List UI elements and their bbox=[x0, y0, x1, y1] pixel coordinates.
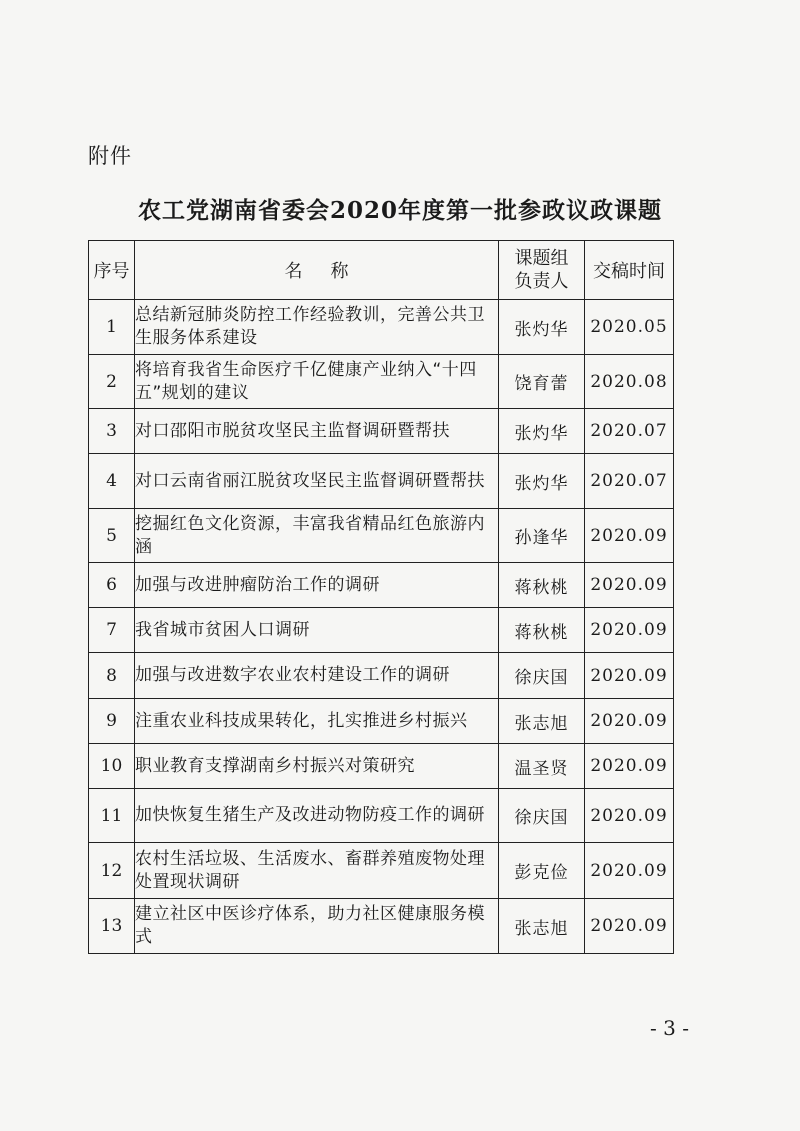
row-date: 2020.09 bbox=[585, 699, 674, 744]
table-row bbox=[89, 409, 674, 454]
row-date: 2020.09 bbox=[585, 899, 674, 954]
row-seq: 7 bbox=[89, 608, 135, 653]
row-seq: 5 bbox=[89, 509, 135, 563]
row-date: 2020.09 bbox=[585, 843, 674, 899]
header-date: 交稿时间 bbox=[585, 241, 674, 300]
header-seq: 序号 bbox=[89, 241, 135, 300]
table-row bbox=[89, 355, 674, 409]
topics-table bbox=[88, 240, 674, 954]
row-name: 加强与改进肿瘤防治工作的调研 bbox=[135, 563, 499, 608]
table-row bbox=[89, 699, 674, 744]
row-name: 建立社区中医诊疗体系，助力社区健康服务模式 bbox=[135, 899, 499, 954]
row-owner: 张志旭 bbox=[499, 899, 585, 954]
row-name: 将培育我省生命医疗千亿健康产业纳入“十四五”规划的建议 bbox=[135, 355, 499, 409]
row-owner: 温圣贤 bbox=[499, 744, 585, 789]
row-seq: 4 bbox=[89, 454, 135, 509]
row-name: 对口邵阳市脱贫攻坚民主监督调研暨帮扶 bbox=[135, 409, 499, 454]
row-name: 总结新冠肺炎防控工作经验教训，完善公共卫生服务体系建设 bbox=[135, 300, 499, 355]
attachment-label: 附件 bbox=[88, 144, 132, 168]
row-name: 我省城市贫困人口调研 bbox=[135, 608, 499, 653]
row-name: 注重农业科技成果转化，扎实推进乡村振兴 bbox=[135, 699, 499, 744]
row-seq: 12 bbox=[89, 843, 135, 899]
row-seq: 6 bbox=[89, 563, 135, 608]
page-number: - 3 - bbox=[650, 1016, 689, 1040]
row-owner: 张灼华 bbox=[499, 300, 585, 355]
table-row bbox=[89, 899, 674, 954]
document-title: 农工党湖南省委会2020年度第一批参政议政课题 bbox=[137, 197, 662, 224]
row-date: 2020.09 bbox=[585, 744, 674, 789]
header-owner bbox=[499, 241, 585, 300]
table-row bbox=[89, 300, 674, 355]
row-date: 2020.09 bbox=[585, 509, 674, 563]
row-seq: 11 bbox=[89, 789, 135, 843]
table-row bbox=[89, 563, 674, 608]
row-owner: 孙逢华 bbox=[499, 509, 585, 563]
table-row bbox=[89, 789, 674, 843]
row-date: 2020.09 bbox=[585, 653, 674, 699]
row-owner: 张灼华 bbox=[499, 454, 585, 509]
row-date: 2020.07 bbox=[585, 409, 674, 454]
header-owner-line2: 负责人 bbox=[514, 271, 569, 292]
row-seq: 2 bbox=[89, 355, 135, 409]
row-owner: 蒋秋桃 bbox=[499, 608, 585, 653]
table-row bbox=[89, 744, 674, 789]
table-row bbox=[89, 608, 674, 653]
row-owner: 彭克俭 bbox=[499, 843, 585, 899]
row-name: 加强与改进数字农业农村建设工作的调研 bbox=[135, 653, 499, 699]
header-name: 名称 bbox=[135, 241, 499, 300]
row-name: 挖掘红色文化资源，丰富我省精品红色旅游内涵 bbox=[135, 509, 499, 563]
header-owner-line1: 课题组 bbox=[514, 248, 569, 269]
row-date: 2020.07 bbox=[585, 454, 674, 509]
row-seq: 10 bbox=[89, 744, 135, 789]
row-name: 加快恢复生猪生产及改进动物防疫工作的调研 bbox=[135, 789, 499, 843]
table-row bbox=[89, 843, 674, 899]
row-name: 农村生活垃圾、生活废水、畜群养殖废物处理处置现状调研 bbox=[135, 843, 499, 899]
row-date: 2020.08 bbox=[585, 355, 674, 409]
table-row bbox=[89, 454, 674, 509]
table-header-row bbox=[89, 241, 674, 300]
row-owner: 饶育蕾 bbox=[499, 355, 585, 409]
row-seq: 3 bbox=[89, 409, 135, 454]
row-owner: 张志旭 bbox=[499, 699, 585, 744]
row-date: 2020.09 bbox=[585, 608, 674, 653]
row-owner: 张灼华 bbox=[499, 409, 585, 454]
row-owner: 蒋秋桃 bbox=[499, 563, 585, 608]
row-owner: 徐庆国 bbox=[499, 653, 585, 699]
table-row bbox=[89, 653, 674, 699]
table-row bbox=[89, 509, 674, 563]
row-seq: 8 bbox=[89, 653, 135, 699]
row-seq: 1 bbox=[89, 300, 135, 355]
row-name: 对口云南省丽江脱贫攻坚民主监督调研暨帮扶 bbox=[135, 454, 499, 509]
row-owner: 徐庆国 bbox=[499, 789, 585, 843]
row-seq: 9 bbox=[89, 699, 135, 744]
row-date: 2020.05 bbox=[585, 300, 674, 355]
row-name: 职业教育支撑湖南乡村振兴对策研究 bbox=[135, 744, 499, 789]
row-date: 2020.09 bbox=[585, 563, 674, 608]
row-seq: 13 bbox=[89, 899, 135, 954]
row-date: 2020.09 bbox=[585, 789, 674, 843]
